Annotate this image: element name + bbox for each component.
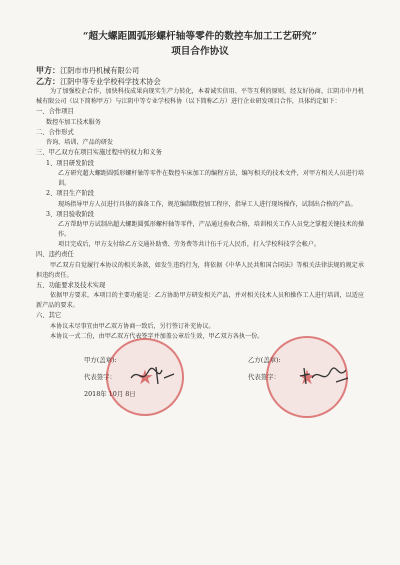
section-6-body-1: 本协议未尽事宜由甲乙双方协商一致后，另行签订补充协议。: [50, 322, 215, 330]
section-3-heading: 三、甲乙双方在项目实施过程中的权力和义务: [36, 149, 162, 156]
star-icon: ★: [136, 364, 154, 389]
section-6-body-2: 本协议一式二份，由甲乙双方代表签字并加盖公章后生效，甲乙双方各执一份。: [50, 332, 264, 340]
party-a-rep-label: 代表签字：: [84, 372, 116, 381]
section-3-2-heading: 2、项目生产阶段: [46, 190, 95, 197]
signature-block: [36, 352, 364, 412]
section-3-3-body-1: 乙方帮助甲方试制出超大螺距圆弧形螺杆轴等零件，产品通过验收合格，培训相关工作人员党之掌握关键技术的操作。: [58, 221, 364, 238]
section-4-heading: 四、违约责任: [36, 251, 74, 258]
section-2-body: 咨询、培训、产品的研发: [46, 139, 114, 146]
party-a-date: 2018年 10月 8日: [84, 389, 136, 398]
intro-paragraph: 为了加强校企合作，加快科技成果向现实生产力转化，本着诚实信用、平等互利的原则，经友好协商，江阴市中丹机械有限公司（以下简称甲方）与江阴中等专业学校科协（以下简称乙方）进行企业研发项目合作，具体约定如下：: [36, 88, 364, 105]
section-1-heading: 一、合作项目: [36, 108, 74, 115]
party-a-handwritten-signature: [128, 364, 178, 386]
party-b-seal-label: 乙方(盖章):: [248, 355, 281, 364]
section-3-1-heading: 1、项目研发阶段: [46, 159, 95, 167]
section-1-body: 数控车加工技术服务: [46, 118, 101, 126]
party-b-name: 江阴中等专业学校科学技术协会: [60, 77, 161, 86]
section-3-3-body-2: 项目完成后，甲方支付给乙方交通补助费、劳务费等共计伍千元人民币，打入学校科技学会帐户。: [58, 241, 321, 248]
document-subtitle: 项目合作协议: [171, 46, 229, 57]
party-b: [36, 76, 364, 87]
party-b-label: 乙方：: [36, 76, 60, 86]
section-6-heading: 六、其它: [36, 312, 62, 319]
party-a: [36, 65, 364, 76]
section-2-heading: 二、合作形式: [36, 128, 74, 136]
section-5-body: 依据甲方要求，本项目的主要功能是：乙方协助甲方研发相关产品，并对相关技术人员和操作工人进行培训，以适应新产品的要求。: [36, 292, 364, 309]
section-4-body: 甲乙双方自觉履行本协议的相关条款，如发生违约行为，将依据《中华人民共和国合同法》等相关法律法规的规定承担违约责任。: [36, 261, 364, 279]
section-3-2-body: 现场指导甲方人员进行具体的准备工作，规范编制数控加工程序，指导工人进行现场操作，试制出合格的产品。: [58, 200, 357, 208]
party-b-rep-label: 代表签字：: [248, 372, 280, 381]
party-a-seal-label: 甲方(盖章):: [84, 355, 117, 364]
section-5-heading: 五、功能要求及技术实现: [36, 281, 106, 289]
star-icon: ★: [298, 364, 316, 389]
party-a-label: 甲方：: [36, 65, 60, 75]
party-b-handwritten-signature: [298, 364, 350, 388]
party-a-name: 江阴市市丹机械有限公司: [60, 66, 140, 75]
section-3-3-heading: 3、项目验收阶段: [46, 210, 95, 218]
section-3-1-body: 乙方研究超大螺距圆弧形螺杆轴等零件在数控车床加工的编程方法，编写相关的技术文件，对甲方相关人员进行培训。: [58, 170, 364, 187]
document-title: “超大螺距圆弧形螺杆轴等零件的数控车加工工艺研究”: [82, 31, 318, 42]
